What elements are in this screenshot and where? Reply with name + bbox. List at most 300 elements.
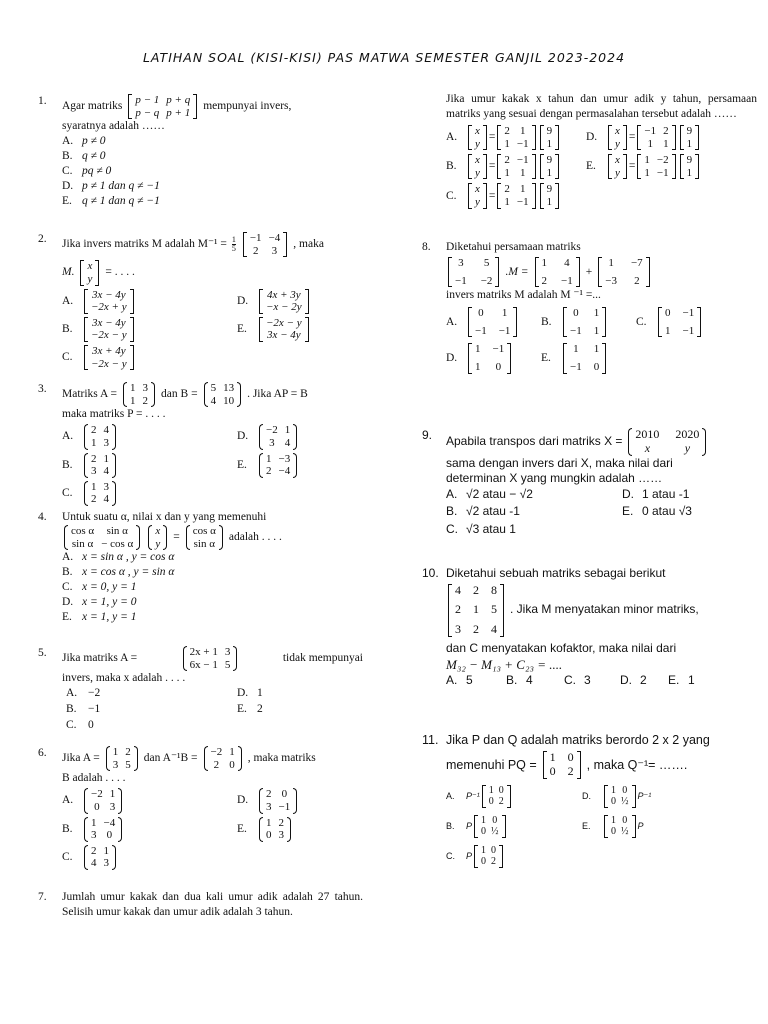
- cell: 3: [103, 436, 109, 449]
- option[interactable]: [62, 610, 363, 625]
- cell: 3: [112, 758, 119, 771]
- option[interactable]: [62, 550, 363, 565]
- option-text: 0: [88, 719, 94, 732]
- cell: x: [155, 524, 161, 537]
- matrix: [259, 424, 297, 449]
- question-number: 4.: [38, 511, 47, 523]
- cell: 4: [91, 857, 97, 870]
- bracket: [238, 746, 242, 771]
- option-label: B.: [506, 673, 518, 688]
- question-text: M.: [62, 266, 75, 279]
- cell: 9: [686, 124, 693, 137]
- cell: y: [475, 166, 480, 179]
- cell: −2x − y: [91, 329, 127, 342]
- option-label: C.: [62, 581, 73, 594]
- cell: y: [684, 440, 691, 455]
- matrix-cells: [567, 307, 602, 337]
- matrix: [84, 453, 116, 478]
- option[interactable]: C. x y = 2 1 1 −1 9 1: [446, 183, 586, 208]
- matrix: [84, 788, 122, 813]
- option[interactable]: [62, 845, 237, 870]
- cell: 1: [504, 166, 510, 179]
- matrix-cells: [544, 183, 556, 208]
- option[interactable]: D. x y = −1 2 1 1 9 1: [586, 125, 736, 150]
- cell: 9: [546, 154, 553, 167]
- matrix: [604, 815, 636, 838]
- cell: −1: [455, 274, 467, 287]
- bracket: [507, 343, 511, 373]
- cell: sin α: [193, 537, 215, 550]
- option[interactable]: [541, 307, 636, 337]
- cell: 0: [492, 814, 498, 826]
- cell: 4: [455, 582, 461, 597]
- cell: 1: [229, 746, 235, 758]
- cell: sin α: [106, 524, 128, 537]
- cell: −2x + y: [91, 301, 127, 314]
- option[interactable]: [446, 487, 622, 503]
- option[interactable]: [62, 317, 237, 342]
- cell: 2: [567, 764, 574, 779]
- matrix-cells: [187, 646, 234, 671]
- option[interactable]: [62, 149, 363, 164]
- option[interactable]: [62, 702, 237, 717]
- option-text: x = sin α , y = cos α: [82, 551, 175, 564]
- matrix: [259, 289, 309, 314]
- cell: 1: [546, 166, 553, 179]
- cell: −2: [656, 154, 669, 167]
- question-number: 10.: [422, 566, 439, 580]
- option[interactable]: [446, 307, 541, 337]
- cell: −1: [656, 166, 669, 179]
- option[interactable]: [62, 424, 237, 449]
- matrix: [148, 525, 167, 550]
- cell: 1: [593, 307, 600, 320]
- option[interactable]: [582, 815, 722, 838]
- cell: 2: [266, 465, 272, 478]
- matrix: [468, 307, 517, 337]
- cell: 3: [109, 800, 116, 813]
- bracket: [287, 817, 291, 842]
- matrix: [543, 751, 581, 779]
- option[interactable]: [62, 345, 237, 370]
- cell: −3: [605, 274, 617, 287]
- cell: 0: [478, 307, 484, 320]
- option-text: q ≠ 0: [82, 150, 106, 163]
- option[interactable]: [62, 565, 363, 580]
- option[interactable]: [636, 307, 731, 337]
- question-text: dan A⁻¹B =: [143, 752, 198, 765]
- question-6: [38, 746, 363, 870]
- matrix-cells: [127, 382, 151, 407]
- bracket: [305, 317, 309, 342]
- option[interactable]: [446, 673, 506, 689]
- cell: 2: [504, 154, 510, 167]
- bracket: [577, 751, 581, 779]
- cell: 1: [541, 256, 548, 269]
- cell: 0: [94, 800, 100, 813]
- cell: 9: [546, 183, 553, 196]
- cell: 1: [644, 154, 650, 167]
- cell: 0: [665, 307, 671, 320]
- matrix: [468, 154, 487, 179]
- bracket: [702, 428, 706, 456]
- option-text: x = cos α , y = sin α: [82, 566, 175, 579]
- question-text: Jika A =: [62, 752, 100, 765]
- question-text: dan C menyatakan kofaktor, maka nilai dari: [446, 640, 677, 655]
- bracket: [483, 125, 487, 150]
- cell: 5: [483, 256, 490, 269]
- option-text: 2: [257, 703, 263, 716]
- question-7-continued: [422, 92, 757, 209]
- cell: 2: [663, 124, 669, 137]
- option[interactable]: A. x y = 2 1 1 −1 9 1: [446, 125, 586, 150]
- bracket: [193, 94, 197, 119]
- cell: y: [615, 166, 620, 179]
- option[interactable]: [62, 595, 363, 610]
- question-text: B adalah . . . .: [62, 772, 126, 785]
- question-text: Jika umur kakak x tahun dan umur adik y tahun, persamaan matriks yang sesuai dengan permasalahan tersebut adalah ……: [446, 93, 757, 120]
- matrix: [123, 382, 155, 407]
- option-label: D.: [237, 794, 249, 807]
- cell: 2: [473, 582, 479, 597]
- cell: p − q: [135, 106, 160, 119]
- option-label: E.: [237, 458, 247, 471]
- matrix: [680, 125, 700, 150]
- option-text: x = 1, y = 1: [82, 611, 137, 624]
- matrix-cells: [88, 481, 112, 506]
- option[interactable]: [506, 673, 564, 689]
- matrix: [497, 154, 535, 179]
- option-label: A.: [62, 135, 74, 148]
- bracket: [293, 453, 297, 478]
- cell: 10: [223, 394, 235, 407]
- option[interactable]: [237, 453, 387, 478]
- cell: − cos α: [101, 537, 134, 550]
- cell: 0: [481, 826, 487, 838]
- cell: 3x − 4y: [91, 288, 126, 301]
- option[interactable]: [62, 179, 363, 194]
- bracket: [623, 154, 627, 179]
- matrix-cells: [472, 343, 507, 373]
- cell: sin α: [71, 537, 94, 550]
- option-label: C.: [62, 850, 73, 863]
- bracket: [293, 788, 297, 813]
- cell: 2: [91, 493, 97, 506]
- cell: 0: [611, 796, 616, 808]
- cell: −2x − y: [266, 316, 302, 329]
- option[interactable]: [62, 686, 237, 701]
- matrix: [204, 746, 242, 771]
- cell: 1: [130, 394, 136, 407]
- option-label: D.: [62, 180, 74, 193]
- option[interactable]: [237, 317, 387, 342]
- matrix-cells: [684, 125, 696, 150]
- cell: 3: [458, 256, 464, 269]
- cell: 3: [266, 800, 272, 813]
- expression: M₃₂ − M₁₃ + C₂₃ = ....: [446, 656, 563, 672]
- matrix-cells: [544, 125, 556, 150]
- bracket: [95, 260, 99, 285]
- cell: −1: [561, 274, 573, 287]
- cell: 1: [520, 183, 526, 196]
- option-text: −2: [88, 687, 101, 700]
- matrix-cells: [88, 788, 118, 813]
- option-text: √2 atau − √2: [466, 486, 533, 501]
- option[interactable]: [668, 673, 716, 689]
- cell: −2: [91, 788, 103, 801]
- question-7: [38, 890, 363, 920]
- option-label: B.: [66, 703, 77, 716]
- option-text: x = 1, y = 0: [82, 596, 137, 609]
- cell: 1: [112, 746, 119, 758]
- question-number: 1.: [38, 95, 47, 107]
- bracket: [602, 343, 606, 373]
- equals-sign: =: [173, 531, 180, 544]
- option[interactable]: [541, 343, 636, 373]
- option-label: C.: [66, 719, 77, 732]
- matrix: [128, 94, 197, 119]
- cell: 1: [266, 452, 272, 465]
- option-label: A.: [446, 315, 458, 328]
- cell: 1: [481, 844, 487, 856]
- cell: 3: [103, 857, 109, 870]
- option[interactable]: [62, 788, 237, 813]
- matrix-cells: [263, 289, 305, 314]
- question-1: [38, 94, 363, 209]
- option[interactable]: E. x y = 1 −2 1 −1 9 1: [586, 154, 736, 179]
- cell: −1: [475, 324, 487, 337]
- cell: 0: [229, 758, 235, 771]
- cell: 3: [103, 480, 109, 493]
- question-text: Apabila transpos dari matriks X =: [446, 434, 623, 448]
- cell: 0: [549, 764, 556, 779]
- option[interactable]: [620, 673, 668, 689]
- cell: 0: [622, 784, 628, 796]
- option-text: pq ≠ 0: [82, 165, 112, 178]
- option[interactable]: [622, 487, 752, 503]
- cell: 1: [475, 343, 481, 356]
- option-label: C.: [564, 673, 576, 688]
- option[interactable]: [564, 673, 620, 689]
- cell: 4: [103, 493, 109, 506]
- option-label: A.: [446, 673, 458, 688]
- option[interactable]: [622, 504, 752, 520]
- option-text: P⁻¹: [637, 790, 652, 801]
- option[interactable]: [62, 194, 363, 209]
- option-label: D.: [237, 294, 249, 307]
- matrix-cells: [472, 307, 513, 337]
- option[interactable]: [62, 580, 363, 595]
- bracket: [483, 154, 487, 179]
- bracket: [237, 382, 241, 407]
- question-number: 9.: [422, 428, 433, 442]
- question-number: 6.: [38, 747, 47, 759]
- cell: 4: [284, 436, 291, 449]
- cell: 1: [103, 844, 109, 857]
- option[interactable]: [582, 785, 722, 808]
- matrix-cells: [641, 125, 671, 150]
- option-text: 2: [640, 673, 647, 688]
- cell: −x − 2y: [266, 301, 302, 314]
- cell: 4: [210, 394, 217, 407]
- option[interactable]: [446, 845, 582, 868]
- matrix: [540, 154, 560, 179]
- option[interactable]: [62, 134, 363, 149]
- bracket: [532, 125, 536, 150]
- option[interactable]: [62, 164, 363, 179]
- matrix-cells: [684, 154, 696, 179]
- matrix: [448, 584, 504, 637]
- cell: 3: [271, 244, 278, 257]
- matrix: [474, 845, 503, 868]
- question-8: [422, 240, 757, 374]
- cell: ½: [621, 826, 629, 838]
- matrix-cells: [472, 183, 483, 208]
- option[interactable]: [446, 815, 582, 838]
- cell: x: [615, 154, 620, 167]
- option[interactable]: [446, 522, 622, 538]
- cell: cos α: [192, 524, 216, 537]
- matrix-cells: [152, 525, 163, 550]
- cell: ½: [621, 796, 629, 808]
- option-text: 4: [526, 673, 533, 688]
- option[interactable]: [237, 289, 387, 314]
- option-text: P: [637, 820, 644, 831]
- cell: 1: [608, 256, 614, 269]
- option[interactable]: [237, 424, 387, 449]
- page-title: LATIHAN SOAL (KISI-KISI) PAS MATWA SEMESTER GANJIL 2023-2024: [142, 50, 626, 65]
- question-9: [422, 428, 757, 538]
- bracket: [112, 845, 116, 870]
- cell: −1: [570, 361, 582, 374]
- question-text: , maka: [293, 238, 324, 251]
- option-label: E.: [622, 504, 634, 519]
- cell: 3: [455, 622, 461, 637]
- question-text: Agar matriks: [62, 100, 123, 113]
- question-text: invers, maka x adalah . . . .: [62, 672, 186, 685]
- bracket: [672, 154, 676, 179]
- option[interactable]: [62, 817, 237, 842]
- option[interactable]: [62, 718, 237, 733]
- cell: 1: [504, 137, 510, 150]
- option-text: q ≠ 1 dan q ≠ −1: [82, 195, 160, 208]
- option[interactable]: [446, 504, 622, 520]
- option-label: E.: [541, 352, 551, 365]
- option[interactable]: [237, 686, 387, 701]
- option-text: 3: [584, 673, 591, 688]
- cell: x: [475, 183, 480, 196]
- cell: 1: [546, 196, 553, 209]
- matrix-cells: [88, 845, 112, 870]
- matrix-cells: [501, 154, 531, 179]
- matrix-cells: [68, 525, 136, 550]
- option-label: B.: [62, 566, 73, 579]
- option[interactable]: B. x y = 2 −1 1 1 9 1: [446, 154, 586, 179]
- matrix: [243, 232, 287, 257]
- matrix-cells: [110, 746, 134, 771]
- bracket: [163, 525, 167, 550]
- cell: −2: [210, 746, 223, 758]
- option[interactable]: [446, 785, 582, 808]
- cell: 2: [498, 796, 504, 808]
- option-label: C.: [62, 351, 73, 364]
- option[interactable]: [62, 453, 237, 478]
- bracket: [112, 481, 116, 506]
- cell: 1: [91, 436, 97, 449]
- cell: 4: [103, 465, 109, 478]
- cell: 2: [473, 622, 479, 637]
- question-10: [422, 566, 757, 689]
- matrix: [84, 345, 134, 370]
- option[interactable]: [237, 788, 387, 813]
- option-text: −1: [88, 703, 101, 716]
- cell: 2: [91, 424, 97, 437]
- option[interactable]: [237, 702, 387, 717]
- cell: 1: [593, 324, 600, 337]
- cell: x: [87, 260, 93, 273]
- option[interactable]: [62, 289, 237, 314]
- question-text: dan B =: [161, 388, 198, 401]
- cell: 2: [142, 394, 149, 407]
- matrix-cells: [632, 428, 702, 456]
- option-text: √2 atau -1: [466, 504, 520, 519]
- matrix: [637, 125, 675, 150]
- matrix-cells: [88, 817, 118, 842]
- option[interactable]: [237, 817, 387, 842]
- bracket: [502, 815, 506, 838]
- bracket: [233, 646, 237, 671]
- bracket: [136, 525, 140, 550]
- matrix: [482, 785, 511, 808]
- option-label: A.: [62, 294, 74, 307]
- cell: −1: [644, 124, 657, 137]
- question-text: Diketahui sebuah matriks sebagai berikut: [446, 566, 666, 580]
- cell: 8: [491, 582, 497, 597]
- bracket: [293, 424, 297, 449]
- matrix: [84, 317, 134, 342]
- option-text: P: [466, 850, 473, 861]
- cell: 1: [109, 788, 116, 801]
- bracket: [576, 257, 580, 287]
- option[interactable]: [62, 481, 237, 506]
- cell: 0: [266, 829, 272, 842]
- option-label: C.: [62, 486, 73, 499]
- matrix: [106, 746, 138, 771]
- cell: 2x + 1: [189, 646, 218, 658]
- cell: −1: [516, 137, 529, 150]
- cell: 1: [520, 166, 526, 179]
- matrix-cells: [612, 154, 623, 179]
- option-label: E.: [237, 703, 247, 716]
- cell: 2: [634, 274, 640, 287]
- bracket: [555, 154, 559, 179]
- cell: x: [615, 124, 620, 137]
- option-label: D.: [622, 486, 634, 501]
- vector: [80, 260, 99, 285]
- option-label: B.: [446, 820, 455, 831]
- option[interactable]: [446, 343, 541, 373]
- option-label: E.: [586, 160, 596, 173]
- cell: −4: [278, 465, 291, 478]
- option-label: C.: [446, 850, 455, 861]
- cell: −3: [278, 452, 291, 465]
- matrix-cells: [472, 154, 483, 179]
- option-label: E.: [62, 195, 72, 208]
- option-label: C.: [446, 189, 457, 202]
- option-text: x = 0, y = 1: [82, 581, 137, 594]
- matrix-cells: [547, 751, 577, 779]
- cell: x: [644, 440, 651, 455]
